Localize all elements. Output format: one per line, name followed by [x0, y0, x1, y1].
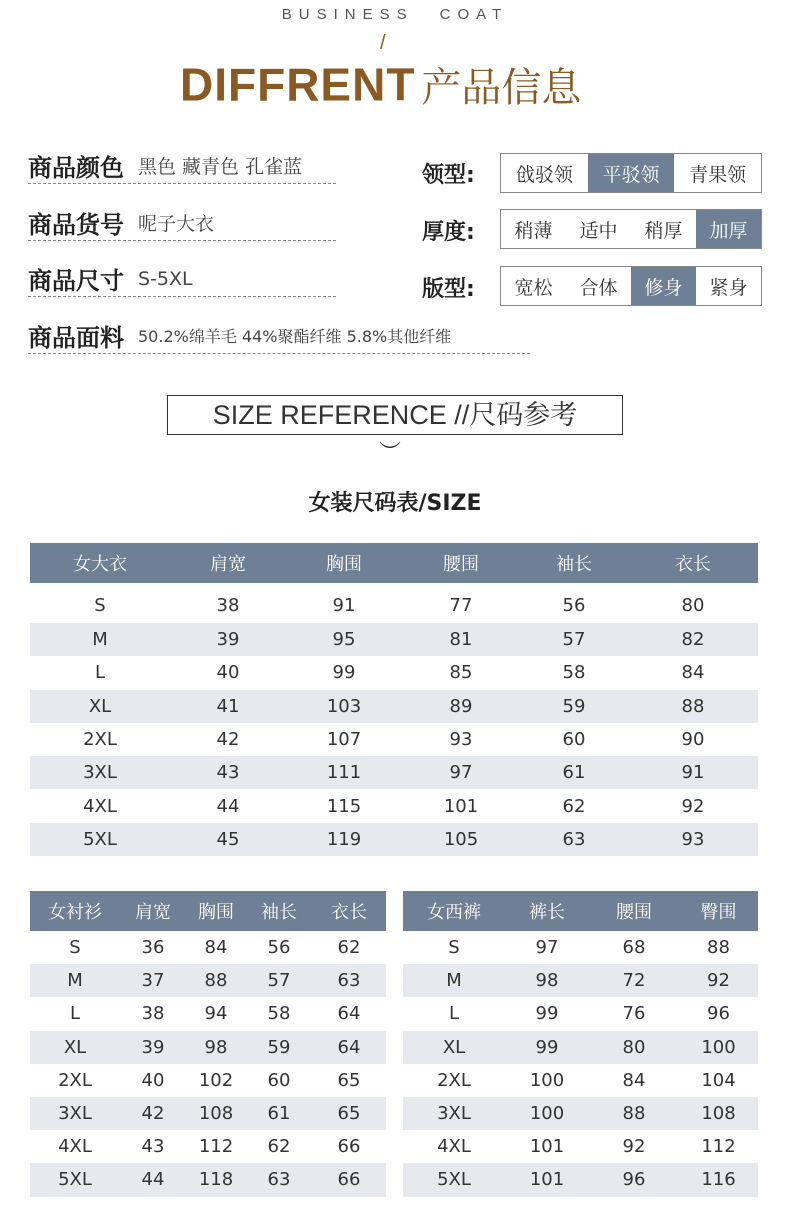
- table-cell: 116: [679, 1163, 758, 1196]
- table-cell: 119: [286, 823, 402, 856]
- table-cell: 59: [520, 690, 628, 723]
- table-header-cell: 衣长: [628, 543, 758, 583]
- table-row: [30, 723, 758, 756]
- table-header-cell: 肩宽: [120, 891, 186, 931]
- table-cell: M: [30, 964, 120, 997]
- info-value: 呢子大衣: [138, 213, 215, 235]
- table-row: [30, 756, 758, 789]
- fit-label: 版型:: [422, 277, 475, 302]
- table-cell: 105: [402, 823, 520, 856]
- table-cell: M: [30, 623, 170, 656]
- table-cell: 84: [622, 1069, 646, 1091]
- table-cell: 4XL: [437, 1136, 471, 1158]
- table-cell: 3XL: [30, 756, 170, 789]
- table-cell: S: [94, 594, 106, 616]
- info-label: 商品尺寸: [28, 267, 124, 295]
- table-cell: 88: [707, 937, 730, 959]
- table-cell: 111: [286, 756, 402, 789]
- table-cell: 44: [216, 795, 240, 817]
- table-header-cell: 胸围: [286, 543, 402, 583]
- table-cell: 65: [312, 1097, 386, 1130]
- fit-option: 合体: [579, 276, 618, 299]
- pants-size-table: [403, 891, 758, 1197]
- table-header-cell: 女西裤: [403, 891, 505, 931]
- coat-size-table: [30, 543, 758, 856]
- table-cell: 40: [141, 1069, 165, 1091]
- table-cell: 101: [443, 795, 479, 817]
- table-cell: 43: [141, 1136, 165, 1158]
- table-header-row: [403, 891, 758, 931]
- collar-option: 青果领: [689, 163, 747, 186]
- table-cell: 85: [449, 662, 473, 684]
- table-row: [30, 1163, 386, 1196]
- collar-option: 戗驳领: [515, 163, 573, 186]
- fit-option: 宽松: [514, 276, 553, 299]
- table-cell: 61: [520, 756, 628, 789]
- table-cell: 56: [267, 937, 291, 959]
- table-cell: 64: [337, 1003, 361, 1025]
- info-value: S-5XL: [138, 267, 193, 290]
- table-cell: 89: [402, 690, 520, 723]
- table-header-cell: 胸围: [186, 891, 246, 931]
- table-cell: 43: [170, 756, 286, 789]
- table-cell: 63: [312, 964, 386, 997]
- thickness-option: 稍厚: [644, 219, 683, 242]
- table-row: [30, 623, 758, 656]
- table-cell: 90: [681, 729, 705, 751]
- table-cell: 88: [589, 1097, 679, 1130]
- header-tagline: [0, 6, 790, 23]
- table-cell: 36: [141, 937, 165, 959]
- table-cell: 66: [337, 1136, 361, 1158]
- table-row: [403, 1163, 758, 1196]
- table-cell: 62: [562, 795, 586, 817]
- table-cell: 58: [562, 662, 586, 684]
- table-cell: 60: [562, 729, 586, 751]
- table-row: [403, 964, 758, 997]
- table-cell: 104: [701, 1069, 736, 1091]
- thickness-label: 厚度:: [422, 220, 475, 245]
- table-cell: 81: [402, 623, 520, 656]
- table-row: [403, 997, 758, 1030]
- table-cell: 112: [198, 1136, 234, 1158]
- table-cell: XL: [30, 690, 170, 723]
- table-cell: 108: [186, 1097, 246, 1130]
- page-title-en: DIFFRENT: [180, 58, 416, 111]
- table-cell: 97: [402, 756, 520, 789]
- tagline-left: BUSINESS: [281, 6, 414, 23]
- table-cell: M: [403, 964, 505, 997]
- table-cell: 93: [628, 823, 758, 856]
- table-cell: S: [448, 937, 460, 959]
- header-slash: /: [380, 32, 386, 54]
- table-cell: L: [94, 662, 106, 684]
- table-cell: 38: [216, 594, 240, 616]
- thickness-option: 适中: [579, 219, 618, 242]
- fit-option: 紧身: [709, 276, 748, 299]
- table-header-cell: 肩宽: [170, 543, 286, 583]
- collar-options: [500, 153, 762, 193]
- thickness-option-selected: 加厚: [696, 210, 761, 248]
- table-row: [403, 1130, 758, 1163]
- table-cell: S: [69, 937, 81, 959]
- table-cell: 99: [332, 662, 356, 684]
- table-cell: 82: [628, 623, 758, 656]
- info-row-fabric: [28, 318, 530, 354]
- table-cell: 63: [520, 823, 628, 856]
- info-row-size: [28, 261, 336, 297]
- table-cell: 98: [505, 964, 589, 997]
- table-cell: 5XL: [30, 823, 170, 856]
- table-cell: 3XL: [403, 1097, 505, 1130]
- table-cell: 44: [120, 1163, 186, 1196]
- table-cell: 84: [681, 662, 705, 684]
- collar-option-selected: 平驳领: [588, 154, 675, 192]
- info-label: 商品面料: [28, 324, 124, 352]
- table-cell: 40: [216, 662, 240, 684]
- table-cell: XL: [30, 1031, 120, 1064]
- info-row-sku: [28, 205, 336, 241]
- table-row: [403, 1031, 758, 1064]
- table-cell: 96: [589, 1163, 679, 1196]
- table-row: [30, 931, 386, 964]
- table-cell: 64: [312, 1031, 386, 1064]
- thickness-options: [500, 209, 762, 249]
- table-row: [30, 656, 758, 689]
- table-row: [30, 1097, 386, 1130]
- table-cell: 115: [326, 795, 362, 817]
- table-cell: 80: [589, 1031, 679, 1064]
- table-row: [403, 931, 758, 964]
- thickness-option: 稍薄: [514, 219, 553, 242]
- table-cell: 59: [246, 1031, 312, 1064]
- info-row-color: [28, 148, 336, 184]
- shirt-size-table: [30, 891, 386, 1197]
- info-label: 商品颜色: [28, 154, 124, 182]
- table-cell: 41: [170, 690, 286, 723]
- table-row: [30, 823, 758, 856]
- info-value: 50.2%绵羊毛 44%聚酯纤维 5.8%其他纤维: [138, 327, 452, 346]
- table-cell: L: [69, 1003, 81, 1025]
- table-cell: 4XL: [83, 795, 117, 817]
- table-header-row: [30, 891, 386, 931]
- table-row: [30, 1064, 386, 1097]
- table-cell: 58: [267, 1003, 291, 1025]
- table-cell: 4XL: [58, 1136, 92, 1158]
- table-header-cell: 腰围: [402, 543, 520, 583]
- table-row: [30, 789, 758, 822]
- collar-label: 领型:: [422, 163, 475, 188]
- info-label: 商品货号: [28, 211, 124, 239]
- table-cell: 96: [707, 1003, 730, 1025]
- table-cell: 62: [267, 1136, 291, 1158]
- table-cell: 68: [622, 937, 646, 959]
- table-cell: 57: [520, 623, 628, 656]
- table-cell: L: [448, 1003, 460, 1025]
- table-cell: 92: [681, 795, 705, 817]
- table-cell: 2XL: [83, 729, 117, 751]
- table-row: [403, 1097, 758, 1130]
- table-cell: 66: [312, 1163, 386, 1196]
- table-cell: 100: [505, 1097, 589, 1130]
- fit-options: [500, 266, 762, 306]
- table-row: [30, 1130, 386, 1163]
- table-cell: 91: [628, 756, 758, 789]
- table-cell: 72: [589, 964, 679, 997]
- table-cell: 76: [622, 1003, 646, 1025]
- table-cell: 61: [246, 1097, 312, 1130]
- table-cell: 2XL: [58, 1069, 92, 1091]
- table-cell: 92: [679, 964, 758, 997]
- table-header-cell: 裤长: [505, 891, 589, 931]
- table-cell: 62: [337, 937, 361, 959]
- size-table-title: 女装尺码表/SIZE: [308, 491, 482, 516]
- table-cell: 100: [529, 1069, 565, 1091]
- table-cell: 112: [701, 1136, 736, 1158]
- table-cell: 93: [449, 729, 473, 751]
- table-header-cell: 衣长: [312, 891, 386, 931]
- table-row: [30, 1031, 386, 1064]
- table-cell: 88: [186, 964, 246, 997]
- table-cell: 88: [628, 690, 758, 723]
- table-cell: 98: [186, 1031, 246, 1064]
- table-header-cell: 女大衣: [30, 543, 170, 583]
- table-cell: 94: [204, 1003, 228, 1025]
- table-cell: 57: [246, 964, 312, 997]
- table-cell: 60: [267, 1069, 291, 1091]
- table-cell: 102: [198, 1069, 234, 1091]
- table-cell: 118: [186, 1163, 246, 1196]
- table-cell: 101: [505, 1163, 589, 1196]
- table-cell: 42: [120, 1097, 186, 1130]
- size-reference-heading: SIZE REFERENCE //尺码参考: [167, 395, 623, 435]
- table-header-cell: 腰围: [589, 891, 679, 931]
- table-cell: 38: [141, 1003, 165, 1025]
- table-cell: 91: [332, 594, 356, 616]
- table-row: [30, 997, 386, 1030]
- page-title-zh: 产品信息: [421, 65, 582, 111]
- table-row: [30, 583, 758, 623]
- table-cell: 95: [286, 623, 402, 656]
- table-cell: 65: [337, 1069, 361, 1091]
- table-cell: 37: [120, 964, 186, 997]
- table-cell: 56: [562, 594, 586, 616]
- table-cell: 84: [204, 937, 228, 959]
- table-cell: 80: [681, 594, 705, 616]
- table-cell: 107: [326, 729, 362, 751]
- table-cell: 97: [535, 937, 559, 959]
- table-row: [403, 1064, 758, 1097]
- info-value: 黑色 藏青色 孔雀蓝: [138, 156, 303, 178]
- tagline-right: COAT: [439, 6, 509, 23]
- fit-option-selected: 修身: [631, 267, 696, 305]
- table-row: [30, 690, 758, 723]
- table-cell: 63: [246, 1163, 312, 1196]
- table-cell: 39: [120, 1031, 186, 1064]
- table-cell: 45: [170, 823, 286, 856]
- table-header-cell: 臀围: [679, 891, 758, 931]
- table-header-cell: 袖长: [246, 891, 312, 931]
- table-cell: 103: [286, 690, 402, 723]
- table-cell: 77: [449, 594, 473, 616]
- table-cell: XL: [403, 1031, 505, 1064]
- table-cell: 108: [679, 1097, 758, 1130]
- table-cell: 100: [679, 1031, 758, 1064]
- table-cell: 3XL: [30, 1097, 120, 1130]
- table-cell: 101: [529, 1136, 565, 1158]
- table-cell: 5XL: [403, 1163, 505, 1196]
- table-header-row: [30, 543, 758, 583]
- table-cell: 39: [170, 623, 286, 656]
- table-cell: 99: [505, 1031, 589, 1064]
- table-cell: 99: [535, 1003, 559, 1025]
- table-cell: 92: [622, 1136, 646, 1158]
- table-header-cell: 袖长: [520, 543, 628, 583]
- table-cell: 2XL: [437, 1069, 471, 1091]
- page-title: [180, 56, 581, 113]
- table-row: [30, 964, 386, 997]
- table-cell: 42: [216, 729, 240, 751]
- table-header-cell: 女衬衫: [30, 891, 120, 931]
- chevron-down-icon: ︶: [379, 441, 402, 466]
- table-cell: 5XL: [30, 1163, 120, 1196]
